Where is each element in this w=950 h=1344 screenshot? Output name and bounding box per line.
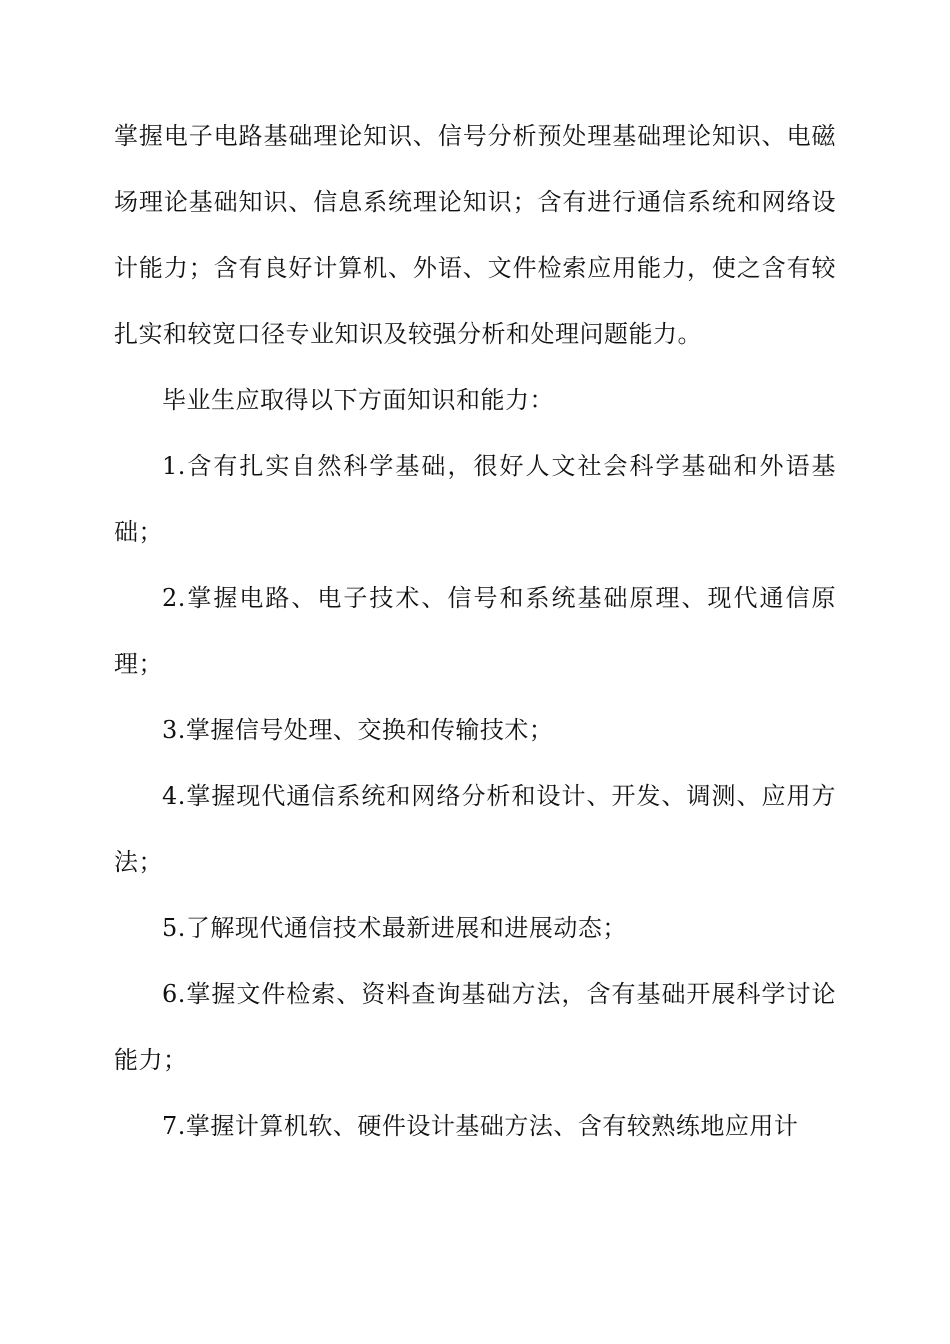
list-item-7: 7.掌握计算机软、硬件设计基础方法、含有较熟练地应用计 [162,1112,799,1140]
document-body [114,103,836,1159]
list-item-3: 3.掌握信号处理、交换和传输技术； [162,716,554,744]
paragraph-requirements-heading: 毕业生应取得以下方面知识和能力： [162,386,554,414]
list-item-5: 5.了解现代通信技术最新进展和进展动态； [162,914,627,942]
list-item-6: 6.掌握文件检索、资料查询基础方法，含有基础开展科学讨论能力； [114,980,836,1074]
list-item-4: 4.掌握现代通信系统和网络分析和设计、开发、调测、应用方法； [114,782,836,876]
list-item-1: 1.含有扎实自然科学基础，很好人文社会科学基础和外语基础； [114,452,836,546]
list-item-2: 2.掌握电路、电子技术、信号和系统基础原理、现代通信原理； [114,584,836,678]
paragraph-intro: 掌握电子电路基础理论知识、信号分析预处理基础理论知识、电磁场理论基础知识、信息系统理论知识；含有进行通信系统和网络设计能力；含有良好计算机、外语、文件检索应用能力，使之含有较扎实和较宽口径专业知识及较强分析和处理问题能力。 [114,122,836,348]
